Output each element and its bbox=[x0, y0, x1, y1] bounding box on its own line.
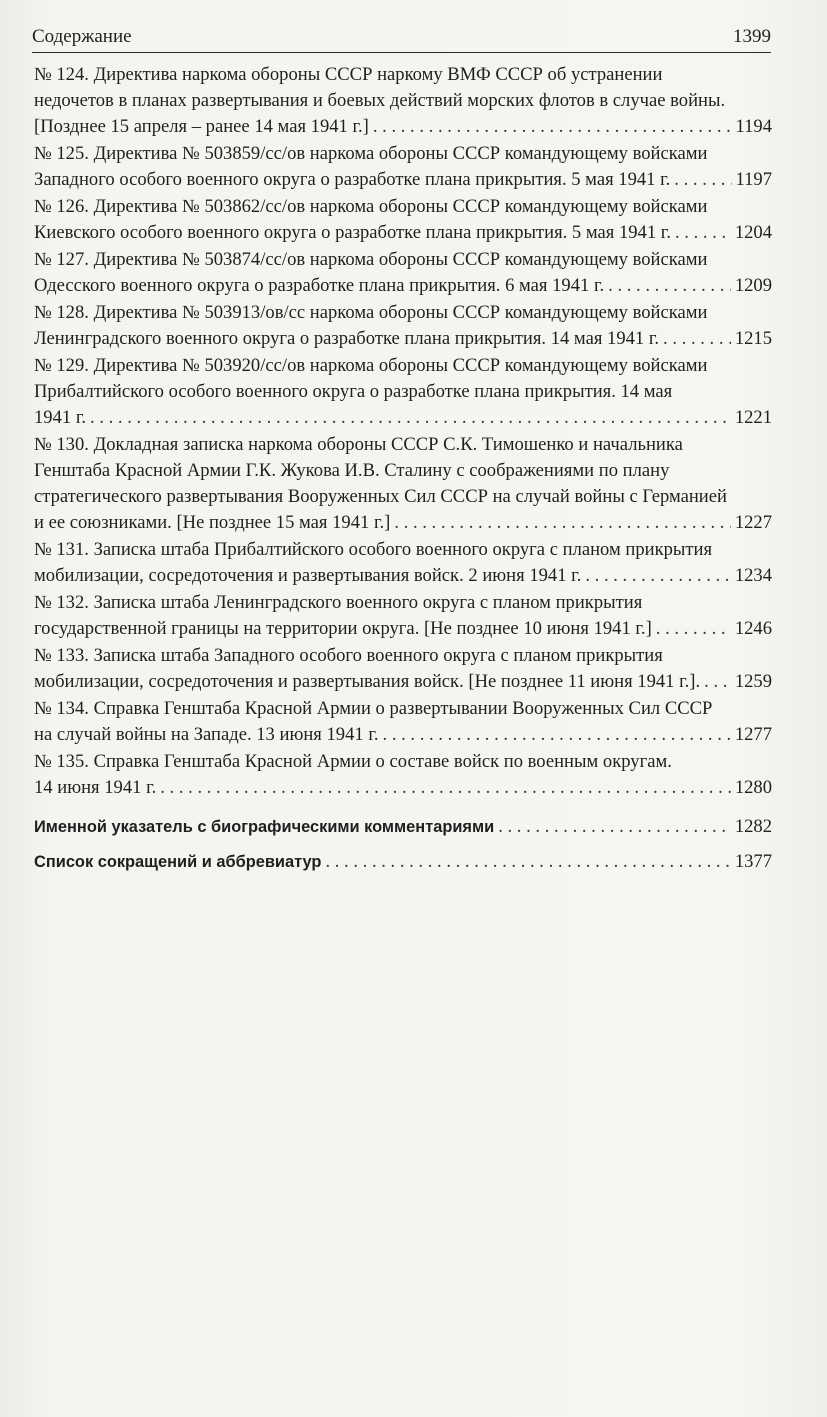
leader-dots bbox=[394, 510, 730, 536]
toc-entry-line: № 128. Директива № 503913/ов/сс наркома обороны СССР командующему войсками bbox=[34, 302, 708, 323]
leader-dots bbox=[90, 405, 731, 431]
leader-dots bbox=[674, 167, 731, 193]
leader-dots bbox=[663, 326, 731, 352]
toc-entry-line: № 129. Директива № 503920/сс/ов наркома обороны СССР командующему войсками bbox=[34, 355, 708, 376]
leader-dots bbox=[160, 775, 731, 801]
toc-entry-page: 1194 bbox=[735, 116, 772, 137]
toc-appendix-name-index bbox=[34, 814, 772, 840]
toc-entry-line: № 124. Директива наркома обороны СССР наркому ВМФ СССР об устранении bbox=[34, 64, 663, 85]
toc-entry-line: Прибалтийского особого военного округа о разработке плана прикрытия. 14 мая bbox=[34, 381, 673, 402]
toc-entry-130 bbox=[34, 432, 772, 536]
toc-entry-last-line bbox=[34, 220, 772, 246]
toc-entry-text: 14 июня 1941 г. bbox=[34, 777, 157, 798]
toc-entry-last-line bbox=[34, 510, 772, 536]
section-title: Содержание bbox=[32, 26, 132, 47]
toc-entry-page: 1234 bbox=[734, 565, 772, 586]
page-number: 1399 bbox=[733, 26, 771, 47]
toc-entry-page: 1197 bbox=[735, 169, 772, 190]
table-of-contents bbox=[34, 62, 772, 876]
toc-entry-last-line bbox=[34, 775, 772, 801]
toc-entry-last-line bbox=[34, 563, 772, 589]
toc-entry-page: 1377 bbox=[734, 851, 772, 872]
toc-entry-last-line bbox=[34, 616, 772, 642]
toc-entry-line: Генштаба Красной Армии Г.К. Жукова И.В. Сталину с соображениями по плану bbox=[34, 460, 670, 481]
leader-dots bbox=[585, 563, 730, 589]
toc-entry-last-line bbox=[34, 114, 772, 140]
toc-entry-text: мобилизации, сосредоточения и развертывания войск. 2 июня 1941 г. bbox=[34, 565, 582, 586]
toc-entry-131 bbox=[34, 537, 772, 589]
toc-entry-text: Список сокращений и аббревиатур bbox=[34, 853, 322, 871]
toc-entry-page: 1282 bbox=[734, 816, 772, 837]
toc-entry-129 bbox=[34, 353, 772, 431]
toc-entry-page: 1209 bbox=[734, 275, 772, 296]
toc-entry-line: стратегического развертывания Вооруженных Сил СССР на случай войны с Германией bbox=[34, 486, 727, 507]
toc-entry-last-line bbox=[34, 326, 772, 352]
toc-entry-126 bbox=[34, 194, 772, 246]
toc-entry-text: [Позднее 15 апреля – ранее 14 мая 1941 г.] bbox=[34, 116, 369, 137]
toc-entry-line: № 133. Записка штаба Западного особого военного округа с планом прикрытия bbox=[34, 645, 663, 666]
toc-entry-text: Одесского военного округа о разработке плана прикрытия. 6 мая 1941 г. bbox=[34, 275, 605, 296]
toc-entry-text: Ленинградского военного округа о разработке плана прикрытия. 14 мая 1941 г. bbox=[34, 328, 660, 349]
toc-entry-125 bbox=[34, 141, 772, 193]
toc-entry-last-line bbox=[34, 814, 772, 840]
toc-entry-124 bbox=[34, 62, 772, 140]
leader-dots bbox=[325, 849, 730, 875]
leader-dots bbox=[675, 220, 731, 246]
toc-entry-page: 1280 bbox=[734, 777, 772, 798]
toc-entry-text: Западного особого военного округа о разработке плана прикрытия. 5 мая 1941 г. bbox=[34, 169, 671, 190]
toc-entry-text: Именной указатель с биографическими комментариями bbox=[34, 818, 495, 836]
toc-entry-page: 1221 bbox=[734, 407, 772, 428]
toc-entry-128 bbox=[34, 300, 772, 352]
toc-entry-line: № 126. Директива № 503862/сс/ов наркома обороны СССР командующему войсками bbox=[34, 196, 708, 217]
leader-dots bbox=[704, 669, 731, 695]
toc-entry-last-line bbox=[34, 669, 772, 695]
toc-entry-line: № 134. Справка Генштаба Красной Армии о развертывании Вооруженных Сил СССР bbox=[34, 698, 713, 719]
toc-entry-line: недочетов в планах развертывания и боевых действий морских флотов в случае войны. bbox=[34, 90, 726, 111]
toc-entry-135 bbox=[34, 749, 772, 801]
toc-entry-page: 1277 bbox=[734, 724, 772, 745]
toc-entry-text: на случай войны на Западе. 13 июня 1941 г. bbox=[34, 724, 379, 745]
toc-entry-133 bbox=[34, 643, 772, 695]
leader-dots bbox=[383, 722, 731, 748]
toc-entry-last-line bbox=[34, 167, 772, 193]
toc-entry-line: № 130. Докладная записка наркома обороны СССР С.К. Тимошенко и начальника bbox=[34, 434, 683, 455]
toc-entry-line: № 132. Записка штаба Ленинградского военного округа с планом прикрытия bbox=[34, 592, 643, 613]
toc-entry-last-line bbox=[34, 849, 772, 875]
toc-entry-page: 1204 bbox=[734, 222, 772, 243]
leader-dots bbox=[373, 114, 732, 140]
section-gap bbox=[34, 802, 772, 814]
running-head bbox=[32, 20, 771, 53]
toc-entry-line: № 127. Директива № 503874/сс/ов наркома обороны СССР командующему войсками bbox=[34, 249, 708, 270]
toc-entry-line: № 131. Записка штаба Прибалтийского особого военного округа с планом прикрытия bbox=[34, 539, 713, 560]
toc-entry-page: 1215 bbox=[734, 328, 772, 349]
toc-entry-page: 1259 bbox=[734, 671, 772, 692]
toc-entry-text: и ее союзниками. [Не позднее 15 мая 1941 г.] bbox=[34, 512, 391, 533]
toc-entry-134 bbox=[34, 696, 772, 748]
leader-dots bbox=[498, 814, 731, 840]
toc-entry-127 bbox=[34, 247, 772, 299]
leader-dots bbox=[656, 616, 731, 642]
toc-entry-last-line bbox=[34, 405, 772, 431]
toc-entry-page: 1227 bbox=[734, 512, 772, 533]
toc-entry-page: 1246 bbox=[734, 618, 772, 639]
toc-entry-text: Киевского особого военного округа о разработке плана прикрытия. 5 мая 1941 г. bbox=[34, 222, 671, 243]
toc-entry-text: 1941 г. bbox=[34, 407, 87, 428]
toc-entry-132 bbox=[34, 590, 772, 642]
toc-appendix-abbreviations bbox=[34, 849, 772, 875]
toc-entry-last-line bbox=[34, 722, 772, 748]
toc-entry-last-line bbox=[34, 273, 772, 299]
toc-entry-line: № 135. Справка Генштаба Красной Армии о составе войск по военным округам. bbox=[34, 751, 672, 772]
leader-dots bbox=[608, 273, 731, 299]
toc-entry-text: государственной границы на территории округа. [Не позднее 10 июня 1941 г.] bbox=[34, 618, 652, 639]
toc-entry-text: мобилизации, сосредоточения и развертывания войск. [Не позднее 11 июня 1941 г.]. bbox=[34, 671, 701, 692]
toc-entry-line: № 125. Директива № 503859/сс/ов наркома обороны СССР командующему войсками bbox=[34, 143, 708, 164]
section-gap bbox=[34, 841, 772, 849]
